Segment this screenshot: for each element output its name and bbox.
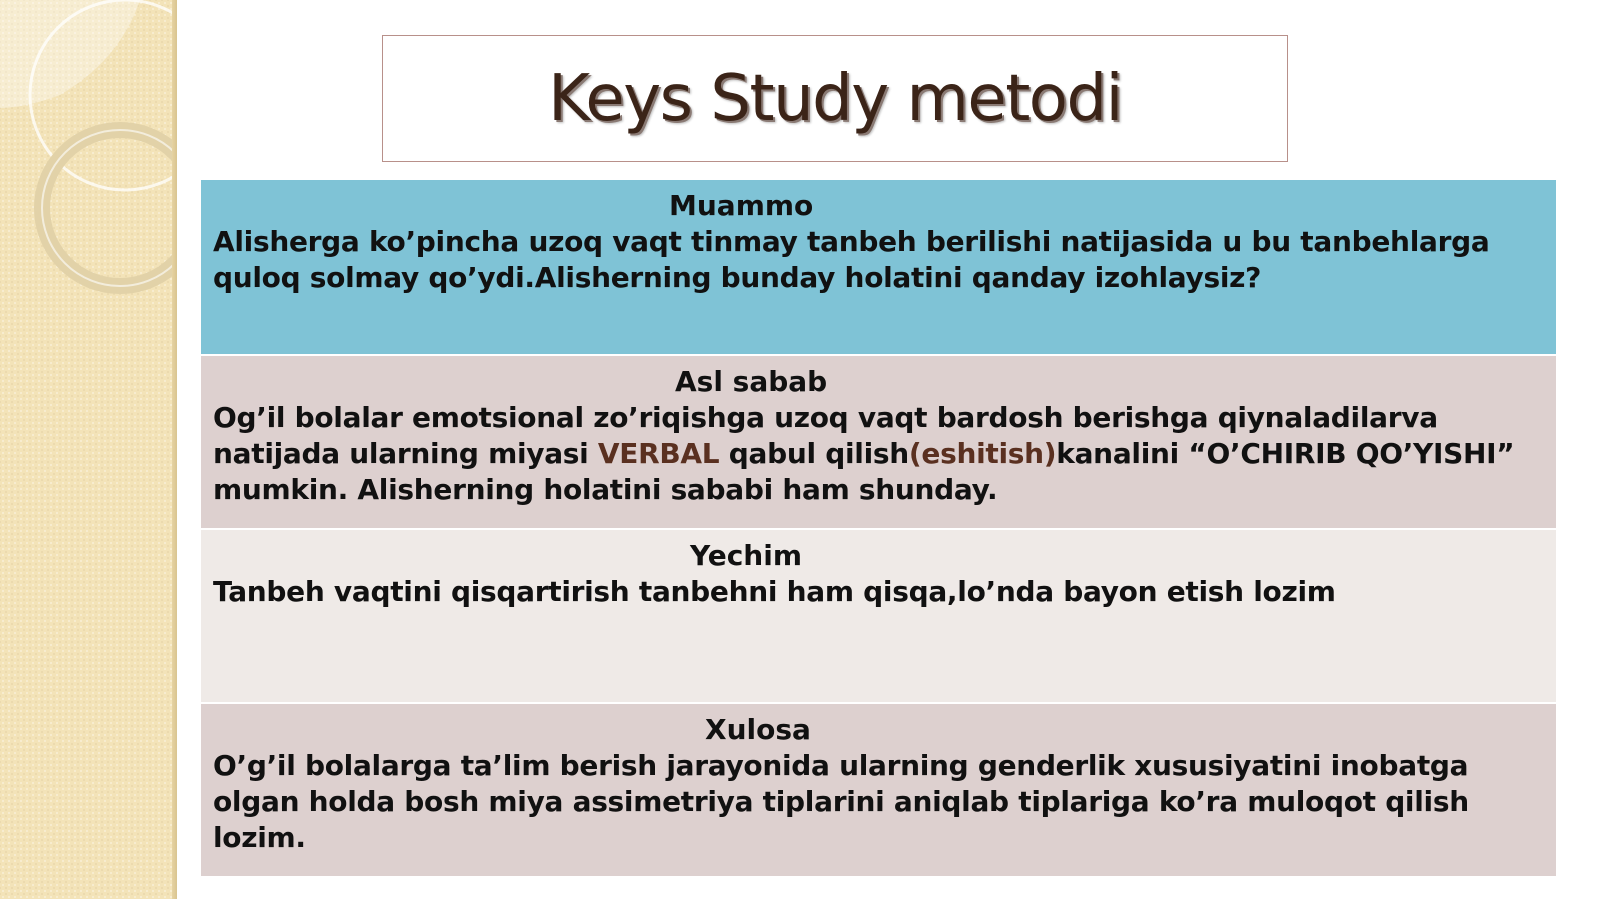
table-row-yechim — [201, 528, 1556, 702]
row-heading: Muammo — [669, 189, 814, 222]
sidebar-edge — [172, 0, 177, 899]
row-heading: Yechim — [690, 539, 802, 572]
row-heading: Xulosa — [705, 713, 811, 746]
highlight-eshitish: (eshitish) — [908, 437, 1057, 470]
row-body-text: Og’il bolalar emotsional zo’riqishga uzoq vaqt bardosh berishga qiynaladilarva natijada ularning miyasi — [213, 401, 1438, 470]
row-body-text: kanalini “O’CHIRIB QO’YISHI” mumkin. Alisherning holatini sababi ham shunday. — [213, 437, 1515, 506]
highlight-verbal: VERBAL — [597, 437, 720, 470]
title-box — [382, 35, 1288, 162]
table-row-asl-sabab — [201, 354, 1556, 528]
decorative-sidebar — [0, 0, 177, 899]
row-body: Tanbeh vaqtini qisqartirish tanbehni ham qisqa,lo’nda bayon etish lozim — [213, 575, 1336, 608]
row-heading: Asl sabab — [675, 365, 828, 398]
slide-title: Keys Study metodi — [548, 61, 1122, 136]
row-body: Alisherga ko’pincha uzoq vaqt tinmay tanbeh berilishi natijasida u bu tanbehlarga quloq solmay qo’ydi.Alisherning bunday holatini qanday izohlaysiz? — [213, 225, 1490, 294]
row-body: O’g’il bolalarga ta’lim berish jarayonida ularning genderlik xususiyatini inobatga olgan holda bosh miya assimetriya tiplarini aniqlab tiplariga ko’ra muloqot qilish lozim. — [213, 749, 1469, 854]
table-row-xulosa — [201, 702, 1556, 876]
table-row-muammo — [201, 180, 1556, 354]
row-body — [213, 400, 1544, 508]
decorative-rings-icon — [0, 0, 177, 320]
case-study-table — [201, 180, 1556, 876]
row-body-text: qabul qilish — [719, 437, 909, 470]
